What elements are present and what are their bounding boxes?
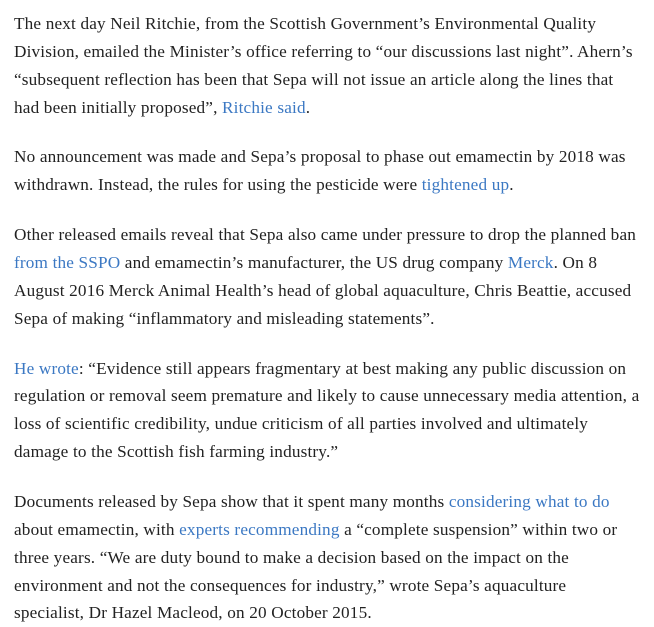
article-text: : “Evidence still appears fragmentary at best making any public discussion on regulation or removal seem premature and likely to cause unnecessary media attention, a loss of scientific credibility, undue criticism of all parties involved and ultimately damage to the Scottish fish farming industry.”: [14, 358, 640, 462]
article-text: .: [305, 97, 311, 117]
article-text: Documents released by Sepa show that it spent many months: [14, 492, 449, 512]
article-link[interactable]: He wrote: [14, 358, 79, 378]
article-link[interactable]: experts recommending: [179, 519, 340, 539]
article-text: and emamectin’s manufacturer, the US drug company: [120, 253, 508, 273]
article-text: a “complete suspension” within two or three years. “We are duty bound to make a decision based on the impact on the environment and not the consequences for industry,” wrote Sepa’s aquaculture specialist, Dr Hazel Macleod, on 20 October 2015.: [14, 519, 618, 623]
article-text: about emamectin, with: [14, 519, 180, 539]
article-text: The next day Neil Ritchie, from the Scottish Government’s Environmental Quality Division, emailed the Minister’s office referring to “our discussions last night”. Ahern’s “subsequent reflection has been that Sepa will not issue an article along the lines that had been initially proposed”,: [14, 14, 633, 117]
article-link[interactable]: Ritchie said: [222, 97, 306, 117]
article-paragraph: [14, 355, 640, 466]
article-text: No announcement was made and Sepa’s proposal to phase out emamectin by 2018 was withdrawn. Instead, the rules for using the pesticide were: [14, 147, 626, 195]
article-link[interactable]: Merck: [507, 253, 554, 273]
article-paragraph: [14, 143, 640, 199]
article-link[interactable]: from the SSPO: [14, 253, 121, 273]
article-link[interactable]: tightened up: [421, 175, 510, 195]
article-paragraph: [14, 221, 640, 332]
article-text: Other released emails reveal that Sepa also came under pressure to drop the planned ban: [14, 225, 637, 245]
article-link[interactable]: considering what to do: [448, 492, 610, 512]
article-paragraph: [14, 10, 640, 121]
article-text: . On 8 August 2016 Merck Animal Health’s head of global aquaculture, Chris Beattie, accused Sepa of making “inflammatory and misleading statements”.: [14, 253, 632, 328]
article-text: .: [509, 175, 514, 195]
article-paragraph: [14, 488, 640, 627]
